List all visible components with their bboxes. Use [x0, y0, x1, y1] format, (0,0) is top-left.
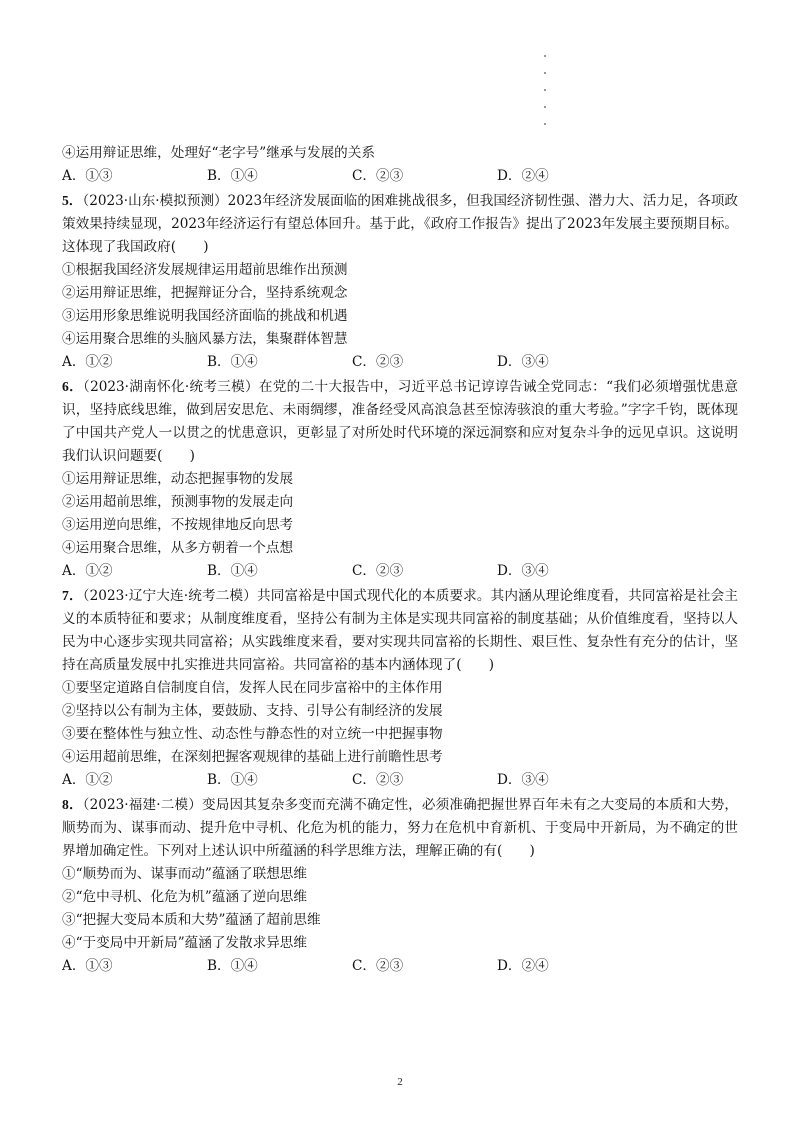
option-c[interactable]: C．②③ [352, 168, 404, 184]
page-number: 2 [397, 1076, 403, 1088]
statement-4: ④运用超前思维，在深刻把握客观规律的基础上进行前瞻性思考 [62, 749, 443, 765]
options [62, 769, 738, 792]
options [62, 560, 738, 583]
statement-1: ①要坚定道路自信制度自信，发挥人民在同步富裕中的主体作用 [62, 680, 443, 696]
option-c[interactable]: C．②③ [352, 563, 404, 579]
question-7 [62, 584, 738, 792]
question-text: 2023年经济发展面临的困难挑战很多，但我国经济韧性强、潜力大、活力足，各项政策效果持续显现，2023年经济运行有望总体回升。基于此，《政府工作报告》提出了2023年发展主要预期目标。这体现了我国政府( ) [62, 193, 739, 255]
question-number: 8． [62, 797, 83, 812]
statement-3: ③“把握大变局本质和大势”蕴涵了超前思维 [62, 912, 321, 928]
statement-2: ②坚持以公有制为主体，要鼓励、支持、引导公有制经济的发展 [62, 703, 443, 719]
option-d[interactable]: D．②④ [497, 958, 549, 974]
statement-3: ③要在整体性与独立性、动态性与静态性的对立统一中把握事物 [62, 726, 443, 742]
statement-3: ③运用形象思维说明我国经济面临的挑战和机遇 [62, 308, 348, 324]
statement-2: ②运用辩证思维，把握辩证分合，坚持系统观念 [62, 285, 348, 301]
option-d[interactable]: D．③④ [497, 354, 549, 370]
prev-options [62, 165, 738, 188]
statement-1: ①根据我国经济发展规律运用超前思维作出预测 [62, 262, 348, 278]
statement-3: ③运用逆向思维，不按规律地反向思考 [62, 517, 294, 533]
statement-2: ②“危中寻机、化危为机”蕴涵了逆向思维 [62, 889, 307, 905]
options [62, 955, 738, 978]
prev-item-4: ④运用辩证思维，处理好“老字号”继承与发展的关系 [62, 145, 375, 161]
option-d[interactable]: D．③④ [497, 772, 549, 788]
question-source: （2023·山东·模拟预测） [82, 193, 228, 209]
option-d[interactable]: D．②④ [497, 168, 549, 184]
statement-4: ④运用聚合思维，从多方朝着一个点想 [62, 540, 294, 556]
statement-2: ②运用超前思维，预测事物的发展走向 [62, 494, 294, 510]
option-b[interactable]: B．①④ [207, 168, 258, 184]
options [62, 351, 738, 374]
question-text: 共同富裕是中国式现代化的本质要求。其内涵从理论维度看，共同富裕是社会主义的本质特征和要求；从制度维度看，坚持公有制为主体是实现共同富裕的制度基础；从价值维度看，坚持以人民为中心逐步实现共同富裕；从实践维度来看，要对实现共同富裕的长期性、艰巨性、复杂性有充分的估计，坚持在高质量发展中扎实推进共同富裕。共同富裕的基本内涵体现了( ) [62, 588, 739, 673]
question-number: 5． [62, 193, 83, 208]
statement-4: ④运用聚合思维的头脑风暴方法，集聚群体智慧 [62, 331, 348, 347]
question-text: 在党的二十大报告中，习近平总书记谆谆告诫全党同志：“我们必须增强忧患意识，坚持底线思维，做到居安思危、未雨绸缪，准备经受风高浪急甚至惊涛骇浪的重大考验。”字字千钧，既体现了中国共产党人一以贯之的忧患意识，更彰显了对所处时代环境的深远洞察和应对复杂斗争的远见卓识。这说明我们认识问题要( ) [62, 379, 739, 464]
question-stem [62, 375, 738, 468]
question-text: 变局因其复杂多变而充满不确定性，必须准确把握世界百年未有之大变局的本质和大势，顺势而为、谋事而动、提升危中寻机、化危为机的能力，努力在危机中育新机、于变局中开新局，为不确定的世界增加确定性。下列对上述认识中所蕴涵的科学思维方法，理解正确的有( ) [62, 797, 739, 859]
option-d[interactable]: D．③④ [497, 563, 549, 579]
question-source: （2023·湖南怀化·统考三模） [82, 379, 259, 395]
statement-1: ①“顺势而为、谋事而动”蕴涵了联想思维 [62, 866, 307, 882]
option-a[interactable]: A．①② [62, 354, 113, 370]
question-stem [62, 584, 738, 677]
question-5 [62, 189, 738, 374]
option-c[interactable]: C．②③ [352, 772, 404, 788]
option-a[interactable]: A．①② [62, 772, 113, 788]
option-b[interactable]: B．①④ [207, 354, 258, 370]
margin-dots [542, 55, 548, 140]
question-6 [62, 375, 738, 583]
option-b[interactable]: B．①④ [207, 958, 258, 974]
question-stem [62, 189, 738, 259]
statement-4: ④“于变局中开新局”蕴涵了发散求异思维 [62, 935, 307, 951]
page-content [62, 142, 738, 978]
option-a[interactable]: A．①② [62, 563, 113, 579]
option-a[interactable]: A．①③ [62, 958, 113, 974]
option-a[interactable]: A．①③ [62, 168, 113, 184]
statement-1: ①运用辩证思维，动态把握事物的发展 [62, 471, 294, 487]
question-number: 6． [62, 379, 83, 394]
option-c[interactable]: C．②③ [352, 354, 404, 370]
question-number: 7． [62, 588, 83, 603]
question-stem [62, 793, 738, 863]
option-c[interactable]: C．②③ [352, 958, 404, 974]
option-b[interactable]: B．①④ [207, 563, 258, 579]
question-source: （2023·福建·二模） [82, 797, 202, 813]
option-b[interactable]: B．①④ [207, 772, 258, 788]
question-8 [62, 793, 738, 978]
question-source: （2023·辽宁大连·统考二模） [82, 588, 257, 604]
